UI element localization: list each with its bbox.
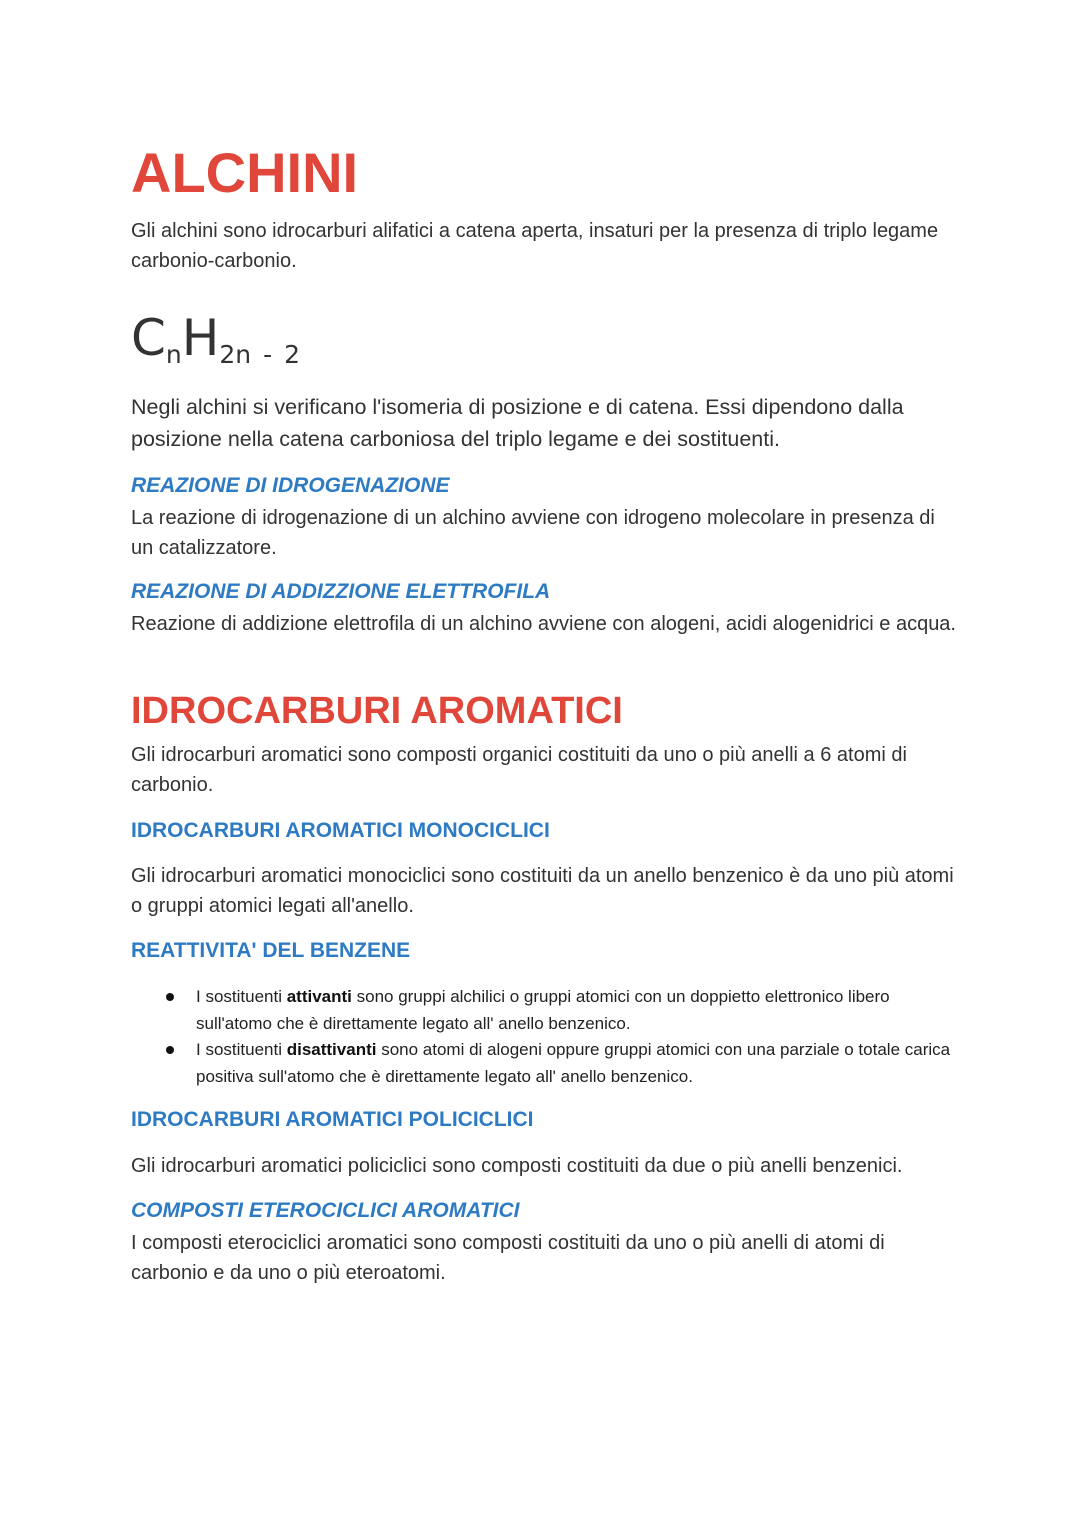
idrogenazione-heading: REAZIONE DI IDROGENAZIONE [131, 474, 450, 497]
monociclici-text: Gli idrocarburi aromatici monociclici sono costituiti da un anello benzenico è da uno più atomi o gruppi atomici legati all'anello. [131, 865, 954, 917]
formula-minus-two: - 2 [263, 340, 303, 369]
bullet-icon [166, 1046, 174, 1054]
reattivita-list [131, 984, 961, 1090]
addizione-heading: REAZIONE DI ADDIZZIONE ELETTROFILA [131, 580, 551, 603]
aromatici-intro: Gli idrocarburi aromatici sono composti organici costituiti da uno o più anelli a 6 atomi di carbonio. [131, 744, 907, 796]
list-item: I sostituenti disattivanti sono atomi di alogeni oppure gruppi atomici con una parziale o totale carica positiva sull'atomo che è direttamente legato all' anello benzenico. [131, 1037, 961, 1090]
addizione-text: Reazione di addizione elettrofila di un alchino avviene con alogeni, acidi alogenidrici e acqua. [131, 613, 956, 635]
alchini-general-formula [131, 308, 302, 378]
bullet-icon [166, 993, 174, 1001]
monociclici-heading: IDROCARBURI AROMATICI MONOCICLICI [131, 819, 550, 842]
alchini-intro: Gli alchini sono idrocarburi alifatici a catena aperta, insaturi per la presenza di triplo legame carbonio-carbonio. [131, 220, 939, 272]
policiclici-text: Gli idrocarburi aromatici policiclici sono composti costituiti da due o più anelli benzenici. [131, 1155, 903, 1177]
formula-hydrogen-subscript: 2n [219, 340, 252, 369]
formula-hydrogen: H [181, 309, 220, 367]
policiclici-heading: IDROCARBURI AROMATICI POLICICLICI [131, 1108, 534, 1131]
alchini-title: ALCHINI [131, 141, 359, 204]
list-item: I sostituenti attivanti sono gruppi alchilici o gruppi atomici con un doppietto elettronico libero sull'atomo che è direttamente legato all' anello benzenico. [131, 984, 961, 1037]
idrogenazione-text: La reazione di idrogenazione di un alchino avviene con idrogeno molecolare in presenza di un catalizzatore. [131, 507, 935, 559]
alchini-isomeria-text: Negli alchini si verificano l'isomeria di posizione e di catena. Essi dipendono dalla posizione nella catena carboniosa del triplo legame e dei sostituenti. [131, 395, 904, 451]
formula-carbon-subscript: n [165, 340, 182, 369]
attivanti-term: attivanti [286, 987, 352, 1006]
disattivanti-term: disattivanti [286, 1040, 377, 1059]
aromatici-title: IDROCARBURI AROMATICI [131, 690, 623, 732]
eterociclici-heading: COMPOSTI ETEROCICLICI AROMATICI [131, 1199, 520, 1222]
reattivita-heading: REATTIVITA' DEL BENZENE [131, 939, 411, 962]
formula-carbon: C [131, 309, 166, 367]
eterociclici-text: I composti eterociclici aromatici sono composti costituiti da uno o più anelli di atomi di carbonio e da uno o più eteroatomi. [131, 1232, 885, 1284]
